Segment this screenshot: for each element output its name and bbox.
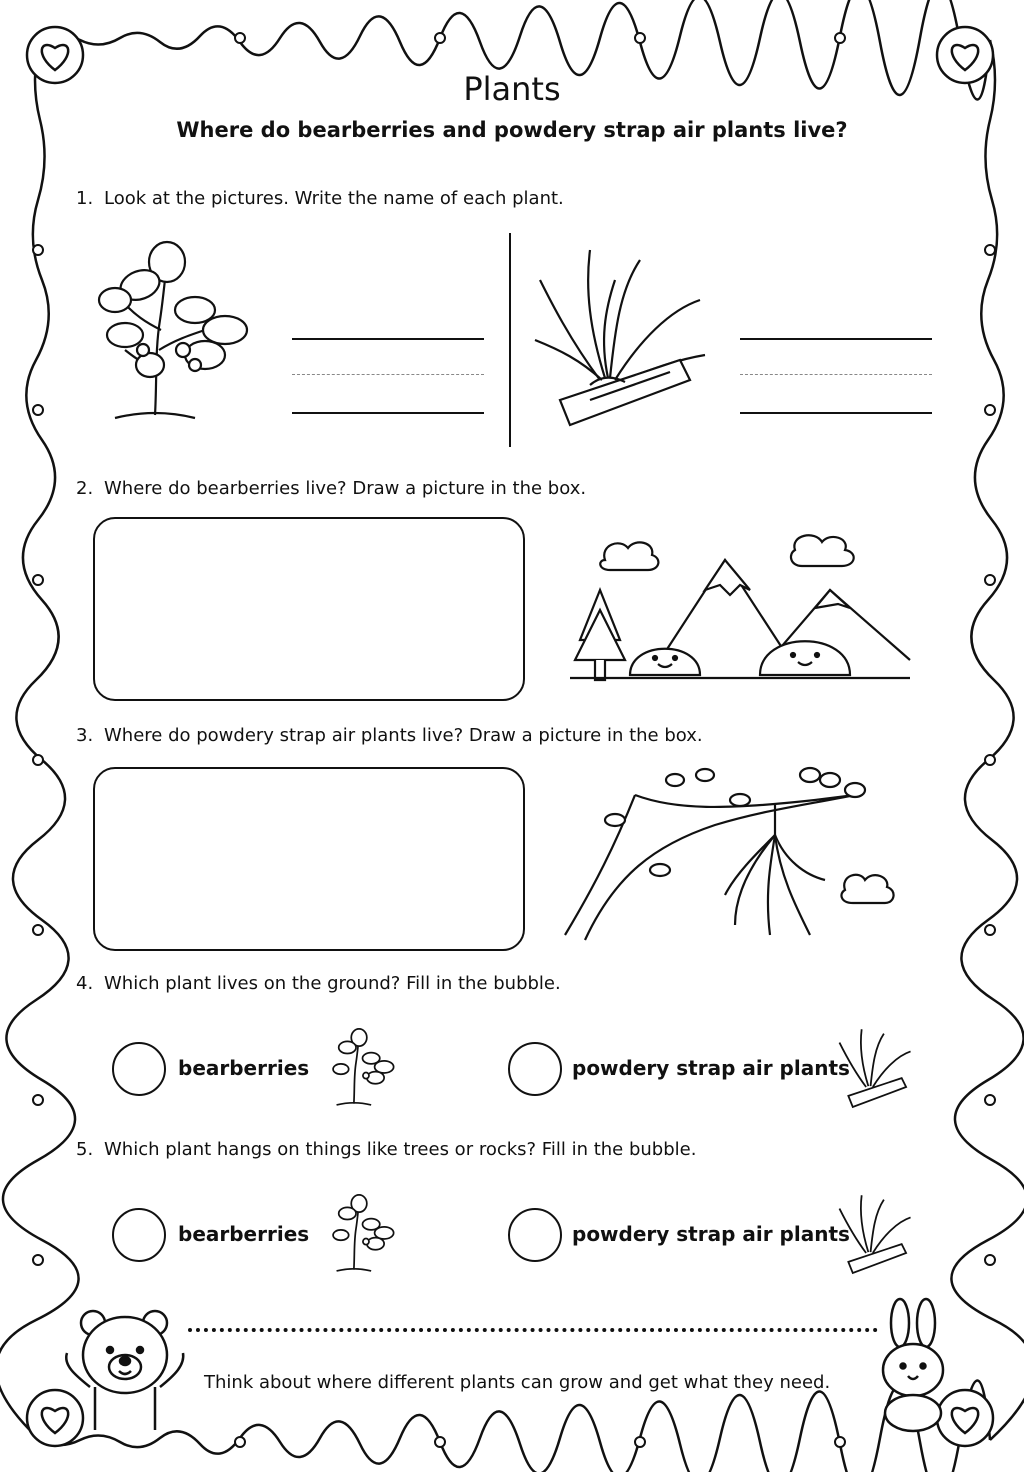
divider xyxy=(509,233,511,447)
question-2 xyxy=(76,478,586,499)
question-3 xyxy=(76,725,703,746)
bunny-icon xyxy=(868,1298,958,1433)
bubble-air-plants-q5[interactable] xyxy=(508,1208,562,1262)
option-label-air-plants: powdery strap air plants xyxy=(572,1056,850,1080)
bearberry-plant-icon xyxy=(320,1194,405,1274)
option-label-bearberries: bearberries xyxy=(178,1056,310,1080)
bubble-bearberries-q5[interactable] xyxy=(112,1208,166,1262)
question-text: Look at the pictures. Write the name of each plant. xyxy=(104,188,564,209)
question-1 xyxy=(76,188,564,209)
question-5 xyxy=(76,1139,696,1160)
bearberry-plant-icon xyxy=(320,1028,405,1108)
option-label-air-plants: powdery strap air plants xyxy=(572,1222,850,1246)
guide-line xyxy=(292,374,484,375)
guide-line xyxy=(740,374,932,375)
bearberry-plant-icon xyxy=(95,240,255,425)
drawing-box-bearberries[interactable] xyxy=(93,517,525,701)
answer-line[interactable] xyxy=(740,412,932,414)
bubble-bearberries-q4[interactable] xyxy=(112,1042,166,1096)
footer-text: Think about where different plants can grow and get what they need. xyxy=(204,1372,831,1393)
question-number: 5. xyxy=(76,1139,94,1160)
question-text: Where do powdery strap air plants live? Draw a picture in the box. xyxy=(104,725,703,746)
dotted-divider xyxy=(188,1328,878,1332)
answer-line[interactable] xyxy=(292,412,484,414)
page-title: Plants xyxy=(463,70,561,108)
air-plant-on-branch-icon xyxy=(835,1188,915,1278)
mountain-landscape-icon xyxy=(560,530,920,700)
question-text: Which plant lives on the ground? Fill in the bubble. xyxy=(104,973,561,994)
tree-branch-with-air-plant-icon xyxy=(555,765,915,945)
drawing-box-air-plants[interactable] xyxy=(93,767,525,951)
option-label-bearberries: bearberries xyxy=(178,1222,310,1246)
air-plant-on-branch-icon xyxy=(835,1022,915,1112)
question-number: 1. xyxy=(76,188,94,209)
bear-icon xyxy=(55,1305,195,1435)
answer-line[interactable] xyxy=(740,338,932,340)
answer-line[interactable] xyxy=(292,338,484,340)
question-4 xyxy=(76,973,561,994)
page-subtitle: Where do bearberries and powdery strap air plants live? xyxy=(176,118,848,142)
air-plant-on-branch-icon xyxy=(530,240,710,430)
bubble-air-plants-q4[interactable] xyxy=(508,1042,562,1096)
question-text: Which plant hangs on things like trees or rocks? Fill in the bubble. xyxy=(104,1139,697,1160)
question-number: 3. xyxy=(76,725,94,746)
question-text: Where do bearberries live? Draw a picture in the box. xyxy=(104,478,587,499)
question-number: 4. xyxy=(76,973,94,994)
question-number: 2. xyxy=(76,478,94,499)
